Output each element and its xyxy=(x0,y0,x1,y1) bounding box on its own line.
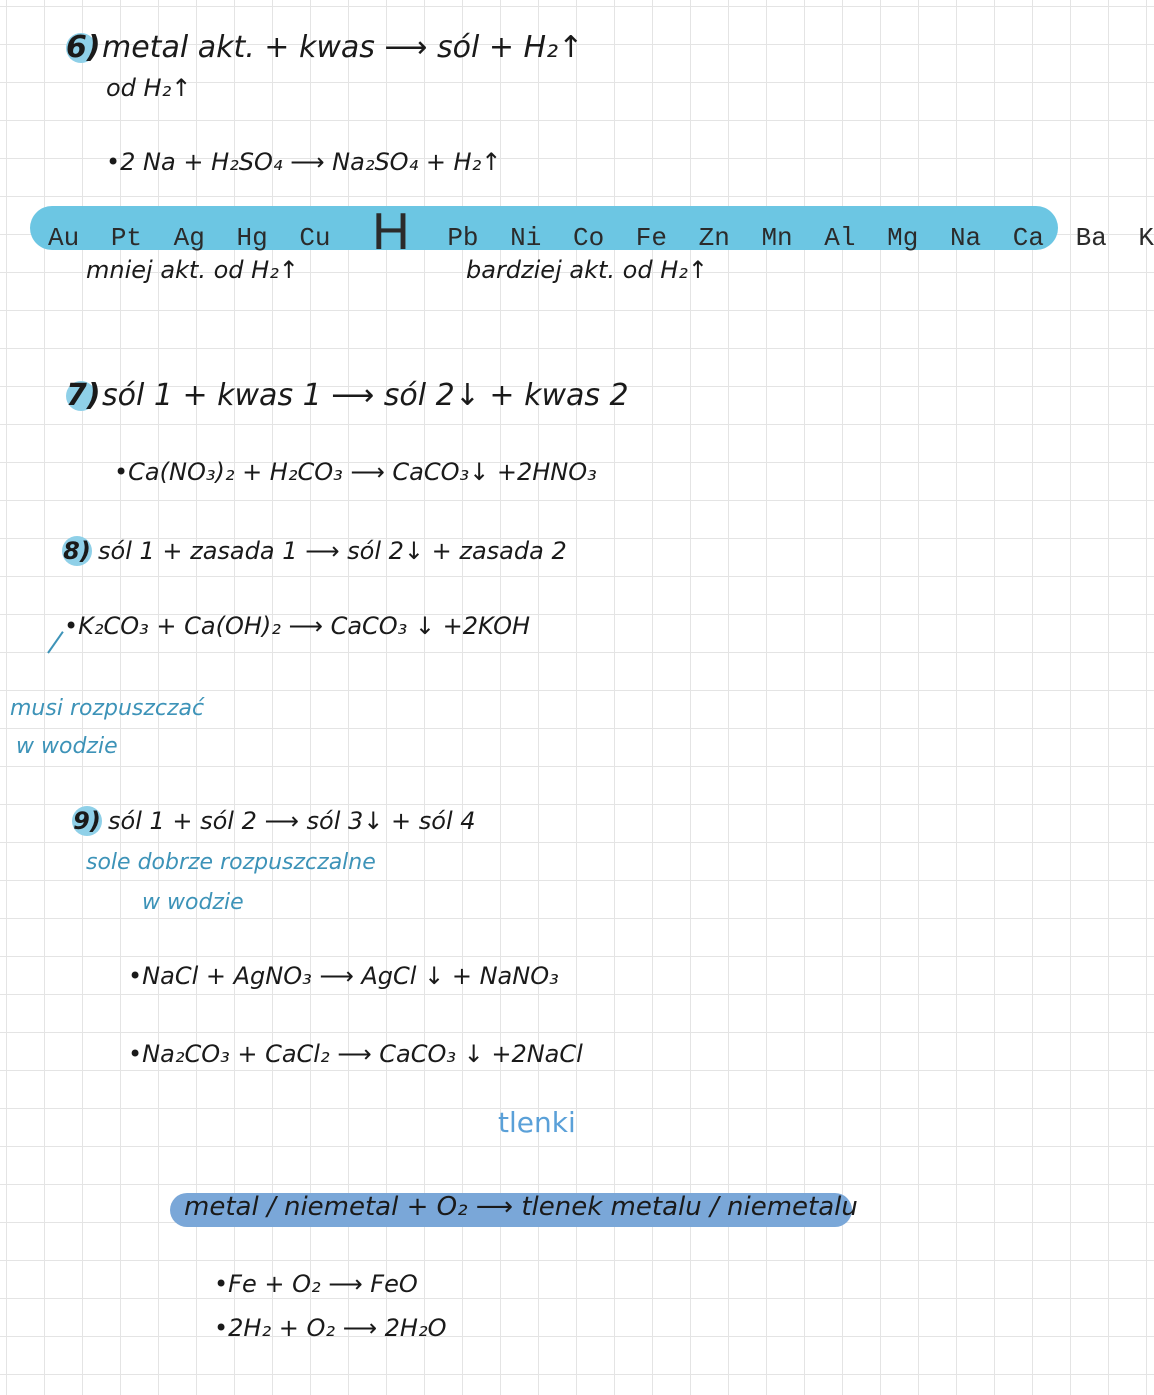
section-6-condition: od H₂↑ xyxy=(106,74,192,102)
note-pointer-arrow xyxy=(47,631,64,653)
oxides-example: •2H₂ + O₂ ⟶ 2H₂O xyxy=(214,1314,447,1342)
section-9-example: •Na₂CO₃ + CaCl₂ ⟶ CaCO₃ ↓ +2NaCl xyxy=(128,1040,583,1068)
metal-symbol: Fe xyxy=(635,223,668,253)
section-9-heading xyxy=(72,806,476,836)
metal-symbol: Ag xyxy=(173,223,205,253)
less-active-label: mniej akt. od H₂↑ xyxy=(86,256,299,284)
metal-symbol: Co xyxy=(572,223,605,253)
section-8-rule: sól 1 + zasada 1 ⟶ sól 2↓ + zasada 2 xyxy=(98,537,567,565)
metal-symbol: Al xyxy=(824,223,856,253)
section-7-heading xyxy=(66,378,629,413)
metal-symbol: Pt xyxy=(110,223,143,253)
metal-symbol: Mn xyxy=(761,223,793,253)
section-9-note: w wodzie xyxy=(142,890,244,915)
section-7-example: •Ca(NO₃)₂ + H₂CO₃ ⟶ CaCO₃↓ +2HNO₃ xyxy=(114,458,597,486)
metal-symbol: Mg xyxy=(887,223,919,253)
metal-symbol: Pb xyxy=(447,223,479,253)
metal-symbol: Ni xyxy=(510,223,542,253)
hydrogen-symbol: H xyxy=(372,203,410,261)
section-7-rule: sól 1 + kwas 1 ⟶ sól 2↓ + kwas 2 xyxy=(102,378,629,413)
section-8-note: musi rozpuszczać xyxy=(10,696,205,721)
section-8-example: •K₂CO₃ + Ca(OH)₂ ⟶ CaCO₃ ↓ +2KOH xyxy=(64,612,531,640)
section-8-number: 8) xyxy=(63,537,91,565)
section-6-rule: metal akt. + kwas ⟶ sól + H₂↑ xyxy=(102,30,584,65)
activity-series xyxy=(48,203,1154,261)
oxides-title: tlenki xyxy=(498,1106,576,1139)
oxides-rule: metal / niemetal + O₂ ⟶ tlenek metalu / niemetalu xyxy=(184,1192,858,1222)
section-6-number: 6) xyxy=(66,30,101,65)
section-9-example: •NaCl + AgNO₃ ⟶ AgCl ↓ + NaNO₃ xyxy=(128,962,559,990)
oxides-example: •Fe + O₂ ⟶ FeO xyxy=(214,1270,418,1298)
section-6-example: •2 Na + H₂SO₄ ⟶ Na₂SO₄ + H₂↑ xyxy=(106,148,502,176)
metal-symbol: Zn xyxy=(698,223,730,253)
section-8-heading xyxy=(62,536,567,566)
section-7-number: 7) xyxy=(66,378,101,413)
metal-symbol: Au xyxy=(48,223,80,253)
section-9-rule: sól 1 + sól 2 ⟶ sól 3↓ + sól 4 xyxy=(108,807,476,835)
metal-symbol: Na xyxy=(949,223,982,253)
more-active-label: bardziej akt. od H₂↑ xyxy=(466,256,708,284)
metal-symbol: K xyxy=(1138,223,1154,253)
section-6-heading xyxy=(66,30,583,65)
metal-symbol: Ca xyxy=(1012,223,1044,253)
metal-symbol: Cu xyxy=(299,223,331,253)
section-8-note: w wodzie xyxy=(16,734,118,759)
metal-symbol: Ba xyxy=(1075,223,1107,253)
metal-symbol: Hg xyxy=(236,223,268,253)
section-9-note: sole dobrze rozpuszczalne xyxy=(86,850,376,875)
section-9-number: 9) xyxy=(73,807,101,835)
